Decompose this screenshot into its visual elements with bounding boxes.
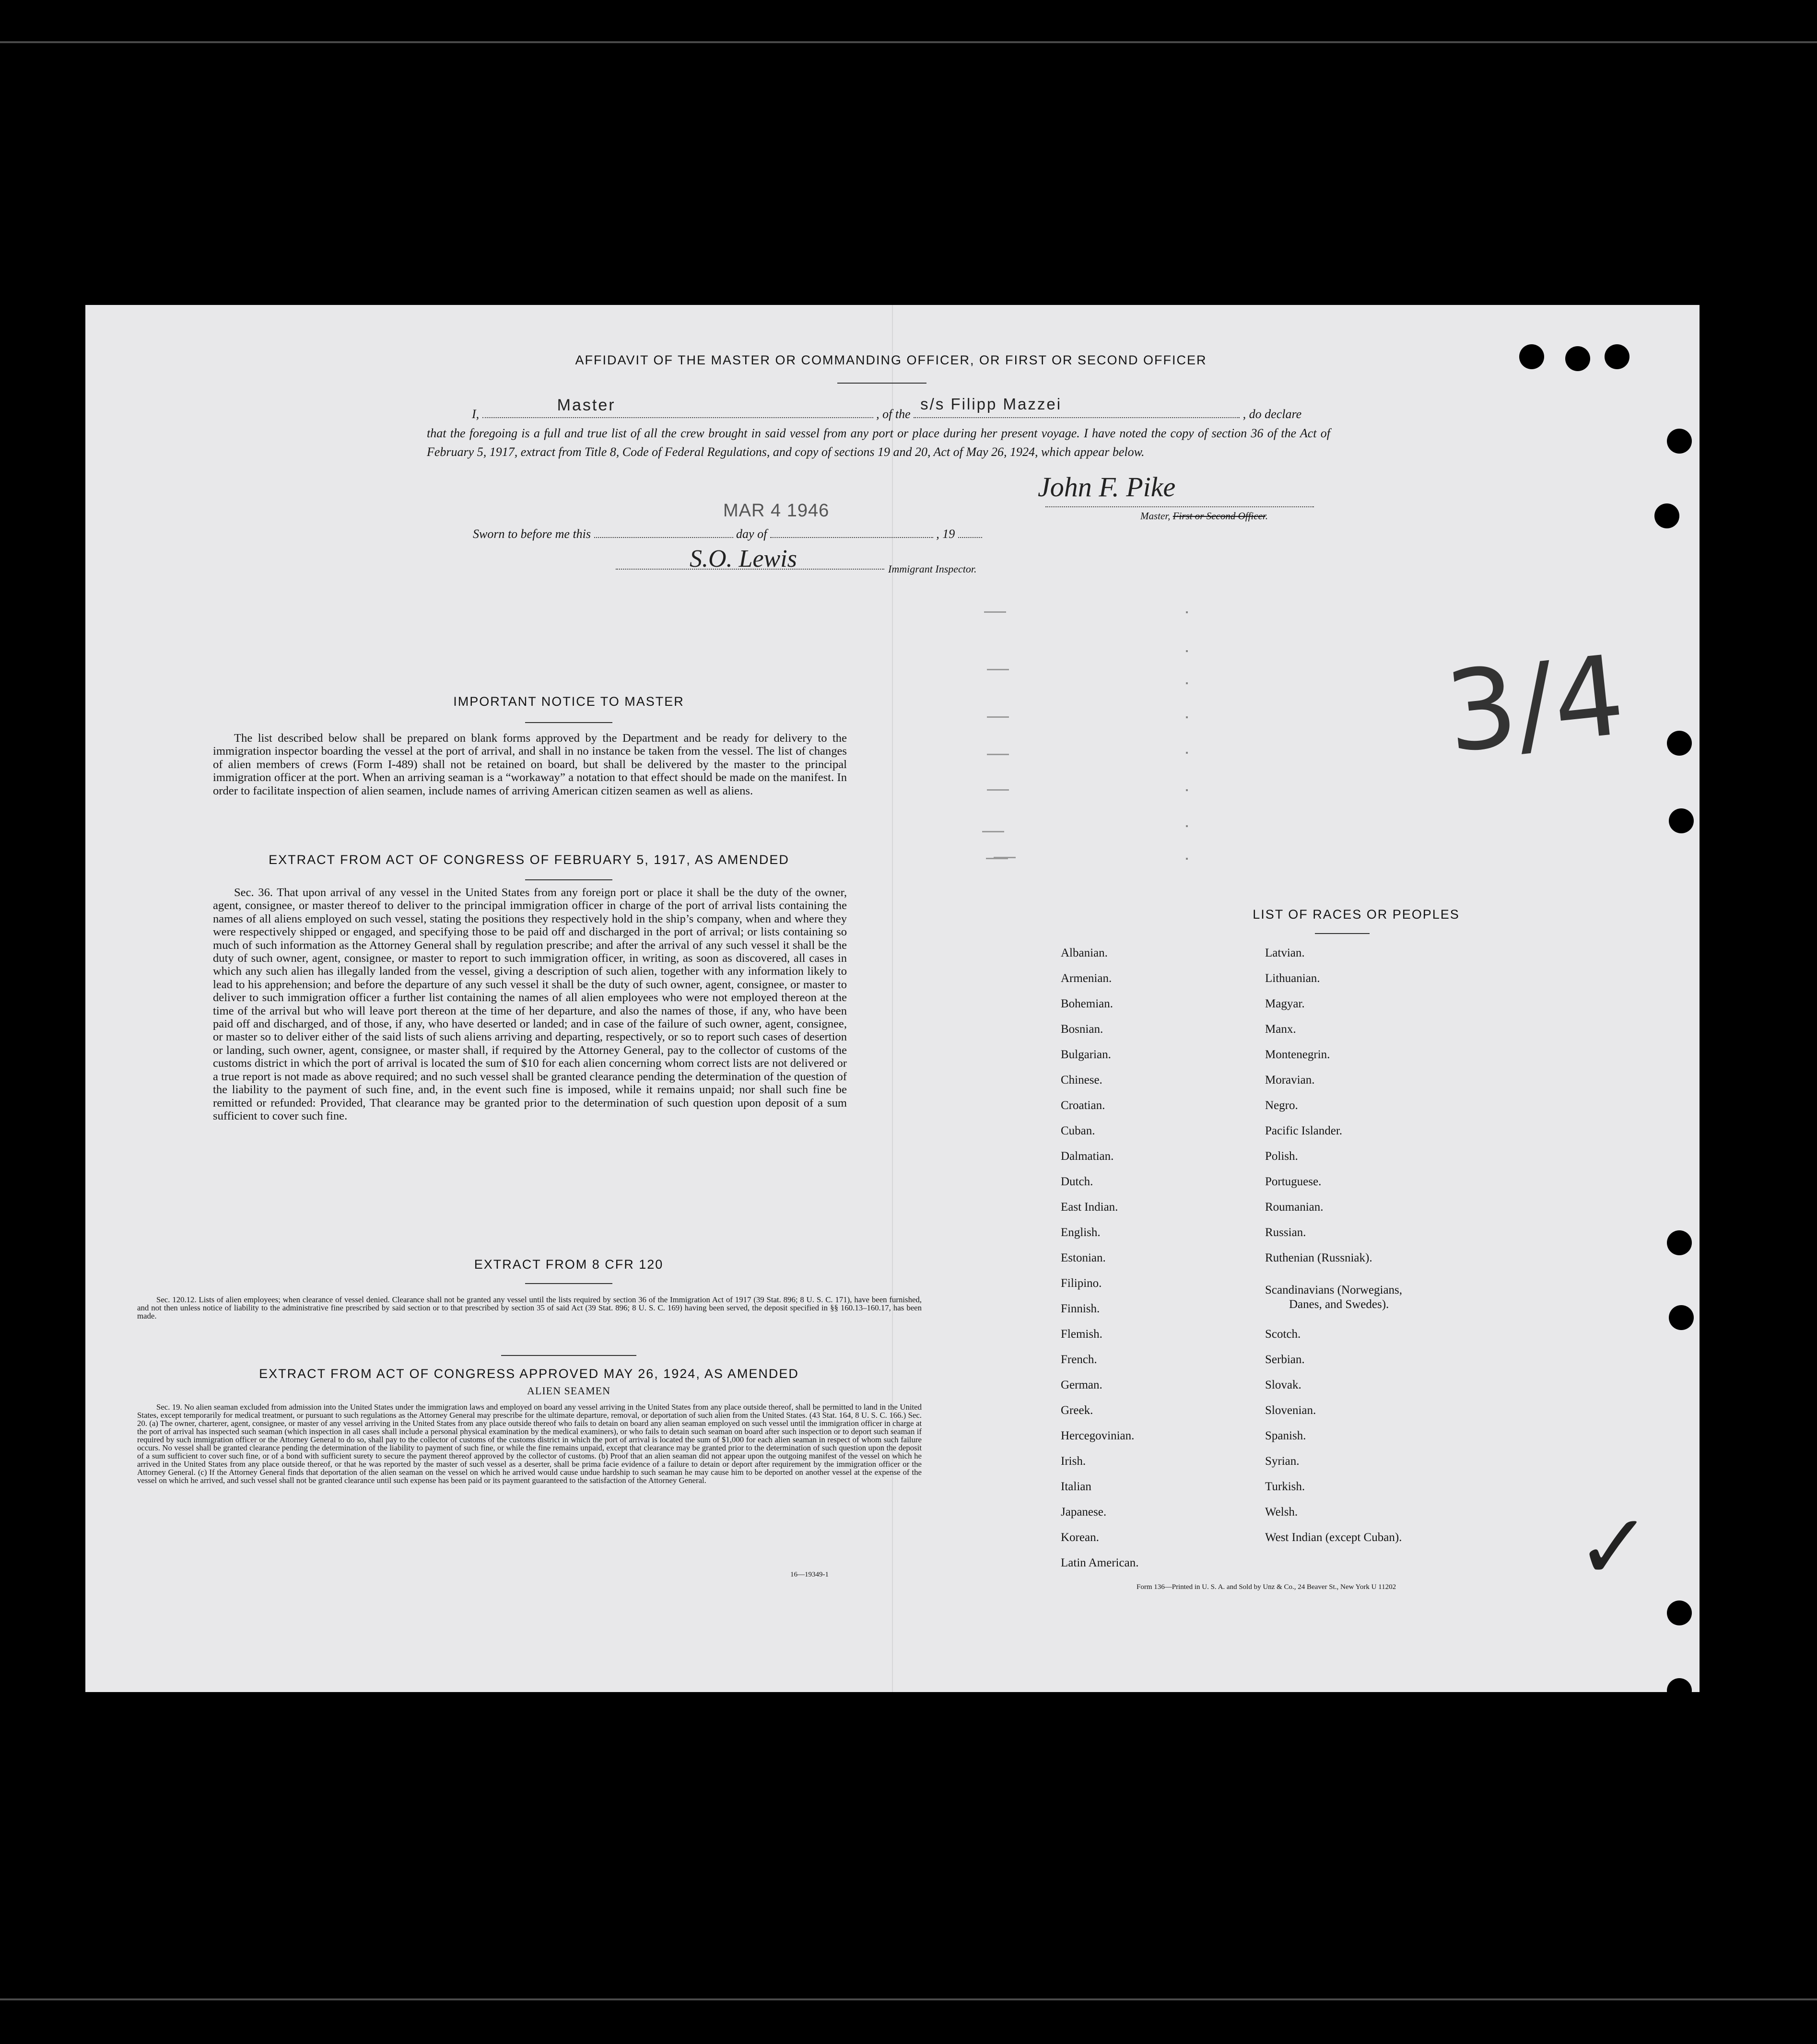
race-item: French. xyxy=(1061,1353,1097,1366)
extract-1924-subtitle: ALIEN SEAMEN xyxy=(527,1385,610,1397)
year-label: , 19 xyxy=(936,527,955,541)
race-item: Finnish. xyxy=(1061,1302,1100,1315)
race-item: Armenian. xyxy=(1061,972,1112,985)
declaration-mid: , of the xyxy=(876,407,911,421)
races-rule xyxy=(1315,933,1370,934)
sworn-label: Sworn to before me this xyxy=(473,527,591,541)
race-item: Manx. xyxy=(1265,1023,1296,1036)
punch-hole xyxy=(1654,503,1679,528)
manifest-mark xyxy=(987,754,1009,755)
master-label: Master, xyxy=(1140,510,1171,522)
extract-1924-top-rule xyxy=(501,1355,636,1356)
race-item: Russian. xyxy=(1265,1226,1306,1239)
race-item: German. xyxy=(1061,1378,1102,1391)
notice-rule xyxy=(525,722,612,723)
race-item: Moravian. xyxy=(1265,1074,1315,1086)
master-title-struck: First or Second Officer xyxy=(1172,510,1266,522)
race-item: Scandinavians (Norwegians, xyxy=(1265,1284,1403,1296)
sworn-day-field xyxy=(594,526,733,538)
extract-1924-title: EXTRACT FROM ACT OF CONGRESS APPROVED MAY 26, 1924, AS AMENDED xyxy=(259,1367,799,1381)
extract-1924-text: Sec. 19. No alien seaman excluded from admission into the United States under the immigration laws and employed on board any vessel arriving in the United States from any place outside thereof, shall be permitted to land in the United States, except temporarily for medical treatment, or pursuant to such regulations as the Attorney General may prescribe for the ultimate departure, removal, or deportation of such alien from the United States. (43 Stat. 164, 8 U. S. C. 166.) Sec. 20. (a) The owner, charterer, agent, consignee, or master of any vessel arriving in the United States from any place outside thereof who fails to detain on board any alien seaman employed on such vessel until the immigration officer in charge at the port of arrival has inspected such seaman (which inspection in all cases shall include a personal physical examination by the medical examiners), or who fails to detain such seaman on board after such inspection or to deport such seaman if required by such immigration officer or the Attorney General to do so, shall pay to the collector of customs of the customs district in which the port of arrival is located the sum of $1,000 for each alien seaman in respect of whom such failure occurs. No vessel shall be granted clearance pending the determination of the liability to payment of such fine, or while the fine remains unpaid, except that clearance may be granted prior to the determination of such question upon the deposit of a sum sufficient to cover such fine, or of a bond with sufficient surety to secure the payment thereof approved by the collector of customs. (b) Proof that an alien seaman did not appear upon the outgoing manifest of the vessel on which he arrived in the United States from any place outside thereof, or that he was reported by the master of such vessel as a deserter, shall be prima facie evidence of a failure to detain or deport after requirement by the immigration officer or the Attorney General. (c) If the Attorney General finds that deportation of the alien seaman on the vessel on which he arrived would cause undue hardship to such seaman he may cause him to be deported on another vessel at the expense of the vessel on which he arrived, and such vessel shall not be granted clearance until such expense has been paid or its payment guaranteed to the satisfaction of the Attorney General. xyxy=(137,1402,922,1485)
race-item: Welsh. xyxy=(1265,1506,1298,1518)
manifest-mark xyxy=(987,716,1009,718)
manifest-dot xyxy=(1186,716,1188,718)
master-title-label: Master, First or Second Officer. xyxy=(1140,510,1268,522)
race-item: Bohemian. xyxy=(1061,997,1114,1010)
race-item: Bulgarian. xyxy=(1061,1048,1111,1061)
sworn-line xyxy=(473,526,982,541)
manifest-dot xyxy=(1186,858,1188,860)
race-item: Roumanian. xyxy=(1265,1201,1324,1214)
day-of-label: day of xyxy=(736,527,767,541)
notice-text: The list described below shall be prepared on blank forms approved by the Department and be ready for delivery to the immigration inspector boarding the vessel at the port of arrival, and shall in no instance be taken from the vessel. The list of changes of alien members of crews (Form I-489) shall not be retained on board, but shall be delivered by the master to the principal immigration officer at the port. When an arriving seaman is a “workaway” a notation to that effect should be made on the manifest. In order to facilitate inspection of alien seamen, include names of arriving American citizen seamen as well as aliens. xyxy=(213,732,847,797)
race-item: Lithuanian. xyxy=(1265,972,1320,985)
race-item: Cuban. xyxy=(1061,1124,1095,1137)
document-sheet xyxy=(85,305,1700,1692)
race-item: Montenegrin. xyxy=(1265,1048,1330,1061)
extract-cfr-title: EXTRACT FROM 8 CFR 120 xyxy=(474,1257,664,1272)
manifest-dot xyxy=(1186,752,1188,754)
race-item: Greek. xyxy=(1061,1404,1093,1417)
scan-border-bottom xyxy=(0,1998,1817,2000)
race-item: Scotch. xyxy=(1265,1328,1301,1341)
punch-hole xyxy=(1667,429,1692,454)
race-item: Polish. xyxy=(1265,1150,1298,1163)
master-signature: John F. Pike xyxy=(1038,471,1176,502)
manifest-dot xyxy=(1186,825,1188,827)
race-item: Portuguese. xyxy=(1265,1175,1322,1188)
race-item: Dalmatian. xyxy=(1061,1150,1114,1163)
manifest-dot xyxy=(1186,650,1188,652)
race-item: Chinese. xyxy=(1061,1074,1102,1086)
extract-1917-title: EXTRACT FROM ACT OF CONGRESS OF FEBRUARY 5, 1917, AS AMENDED xyxy=(269,853,789,867)
manifest-mark xyxy=(987,669,1009,670)
manifest-dot xyxy=(1186,611,1188,613)
vessel-name-handwritten: s/s Filipp Mazzei xyxy=(920,395,1062,413)
punch-hole xyxy=(1669,808,1694,833)
manifest-mark xyxy=(994,857,1016,858)
extract-1917-rule xyxy=(525,879,612,880)
master-name-field xyxy=(482,396,873,418)
sworn-month-field xyxy=(770,526,933,538)
punch-hole xyxy=(1667,731,1692,756)
races-title: LIST OF RACES OR PEOPLES xyxy=(1253,907,1460,922)
signature-line xyxy=(1045,506,1314,507)
punch-hole xyxy=(1565,346,1590,371)
vessel-name-field xyxy=(914,395,1240,418)
race-item: English. xyxy=(1061,1226,1101,1239)
race-item: Croatian. xyxy=(1061,1099,1105,1112)
race-item: Slovak. xyxy=(1265,1378,1301,1391)
date-stamp: MAR 4 1946 xyxy=(723,501,830,521)
title-rule xyxy=(837,383,926,384)
race-item: Hercegovinian. xyxy=(1061,1429,1135,1442)
declaration-prefix: I, xyxy=(472,407,480,421)
race-item: Slovenian. xyxy=(1265,1404,1316,1417)
race-item: West Indian (except Cuban). xyxy=(1265,1531,1402,1544)
race-item: Latin American. xyxy=(1061,1556,1139,1569)
manifest-mark xyxy=(984,611,1006,613)
race-item: East Indian. xyxy=(1061,1201,1118,1214)
race-item: Filipino. xyxy=(1061,1277,1102,1290)
affidavit-title: AFFIDAVIT OF THE MASTER OR COMMANDING OFFICER, OR FIRST OR SECOND OFFICER xyxy=(575,353,1207,367)
race-item: Japanese. xyxy=(1061,1506,1107,1518)
handwritten-page-number: 3/4 xyxy=(1440,631,1630,778)
punch-hole xyxy=(1667,1600,1692,1625)
race-item: Irish. xyxy=(1061,1455,1086,1468)
race-item: Flemish. xyxy=(1061,1328,1102,1341)
scan-border-top xyxy=(0,41,1817,43)
declaration-suffix: , do declare xyxy=(1243,407,1302,421)
punch-hole xyxy=(1605,344,1629,369)
printer-footer: Form 136—Printed in U. S. A. and Sold by Unz & Co., 24 Beaver St., New York U 11202 xyxy=(1137,1583,1396,1591)
notice-title: IMPORTANT NOTICE TO MASTER xyxy=(453,694,684,709)
form-code: 16—19349-1 xyxy=(790,1571,829,1578)
inspector-signature: S.O. Lewis xyxy=(690,545,797,572)
extract-cfr-rule xyxy=(525,1283,612,1284)
manifest-mark xyxy=(987,789,1009,791)
punch-hole xyxy=(1669,1305,1694,1330)
race-item: Korean. xyxy=(1061,1531,1099,1544)
race-item: Albanian. xyxy=(1061,946,1108,959)
race-item: Spanish. xyxy=(1265,1429,1306,1442)
extract-1917-text: Sec. 36. That upon arrival of any vessel in the United States from any foreign port or place it shall be the duty of the owner, agent, consignee, or master thereof to deliver to the principal immigration officer in charge of the port of arrival lists containing the names of all aliens employed on such vessel, stating the positions they respectively hold in the ship’s company, when and where they were respectively shipped or engaged, and specifying those to be paid off and discharged in the port of arrival; or lists containing so much of such information as the Attorney General shall by regulation prescribe; and after the arrival of any such vessel it shall be the duty of such owner, agent, consignee, or master to report to such immigration officer, in writing, as soon as discovered, all cases in which any such alien has illegally landed from the vessel, giving a description of such alien, together with any information likely to lead to his apprehension; and before the departure of any such vessel it shall be the duty of such owner, agent, consignee, or master to deliver to such immigration officer a further list containing the names of all alien employees who were not employed thereon at the time of the arrival but who will leave port thereon at the time of her departure, and also the names of those, if any, who have been paid off and discharged, and of those, if any, who have deserted or landed; and in case of the failure of such owner, agent, consignee, or master so to deliver either of the said lists of such aliens arriving and departing, respectively, or so to report such cases of desertion or landing, such owner, agent, consignee, or master shall, if required by the Attorney General, pay to the collector of customs of the customs district in which the port of arrival is located the sum of $10 for each alien concerning whom correct lists are not delivered or a true report is not made as above required; and no such vessel shall be granted clearance pending the determination of the question of the liability to the payment of such fine, and, in the event such fine is imposed, while it remains unpaid; nor shall such fine be remitted or refunded: Provided, That clearance may be granted prior to the determination of such question upon deposit of a sum sufficient to cover such fine. xyxy=(213,886,847,1122)
race-item: Estonian. xyxy=(1061,1251,1106,1264)
punch-hole xyxy=(1667,1230,1692,1255)
race-item: Syrian. xyxy=(1265,1455,1300,1468)
race-item: Ruthenian (Russniak). xyxy=(1265,1251,1372,1264)
declaration-line xyxy=(472,395,1302,421)
race-item: Negro. xyxy=(1265,1099,1298,1112)
punch-hole xyxy=(1519,344,1544,369)
declaration-body: that the foregoing is a full and true list of all the crew brought in said vessel from any port or place during her present voyage. I have noted the copy of section 36 of the Act of February 5, 1917, extract from Title 8, Code of Federal Regulations, and copy of sections 19 and 20, Act of May 26, 1924, which appear below. xyxy=(427,426,1330,459)
master-name-handwritten: Master xyxy=(557,396,616,414)
race-item: Latvian. xyxy=(1265,946,1305,959)
manifest-dot xyxy=(1186,789,1188,791)
extract-cfr-text: Sec. 120.12. Lists of alien employees; when clearance of vessel denied. Clearance shall not be granted any vessel until the lists required by section 36 of the Immigration Act of 1917 (39 Stat. 896; 8 U. S. C. 171), have been furnished, and not then unless notice of liability to the administrative fine prescribed by said section or to that prescribed by section 35 of said Act (39 Stat. 896; 8 U. S. C. 169) having been served, the deposit specified in §§ 160.13–160.17, has been made. xyxy=(137,1295,922,1320)
handwritten-tick: ✓ xyxy=(1576,1494,1653,1600)
race-item: Serbian. xyxy=(1265,1353,1305,1366)
race-item: Italian xyxy=(1061,1480,1091,1493)
race-item: Bosnian. xyxy=(1061,1023,1103,1036)
punch-hole xyxy=(1667,1678,1692,1703)
race-item: Magyar. xyxy=(1265,997,1305,1010)
sworn-year-field xyxy=(958,526,982,538)
race-item: Turkish. xyxy=(1265,1480,1305,1493)
manifest-dot xyxy=(1186,682,1188,684)
manifest-mark xyxy=(982,831,1004,832)
race-item: Danes, and Swedes). xyxy=(1289,1298,1389,1311)
inspector-label: Immigrant Inspector. xyxy=(888,563,977,575)
race-item: Dutch. xyxy=(1061,1175,1093,1188)
race-item: Pacific Islander. xyxy=(1265,1124,1343,1137)
